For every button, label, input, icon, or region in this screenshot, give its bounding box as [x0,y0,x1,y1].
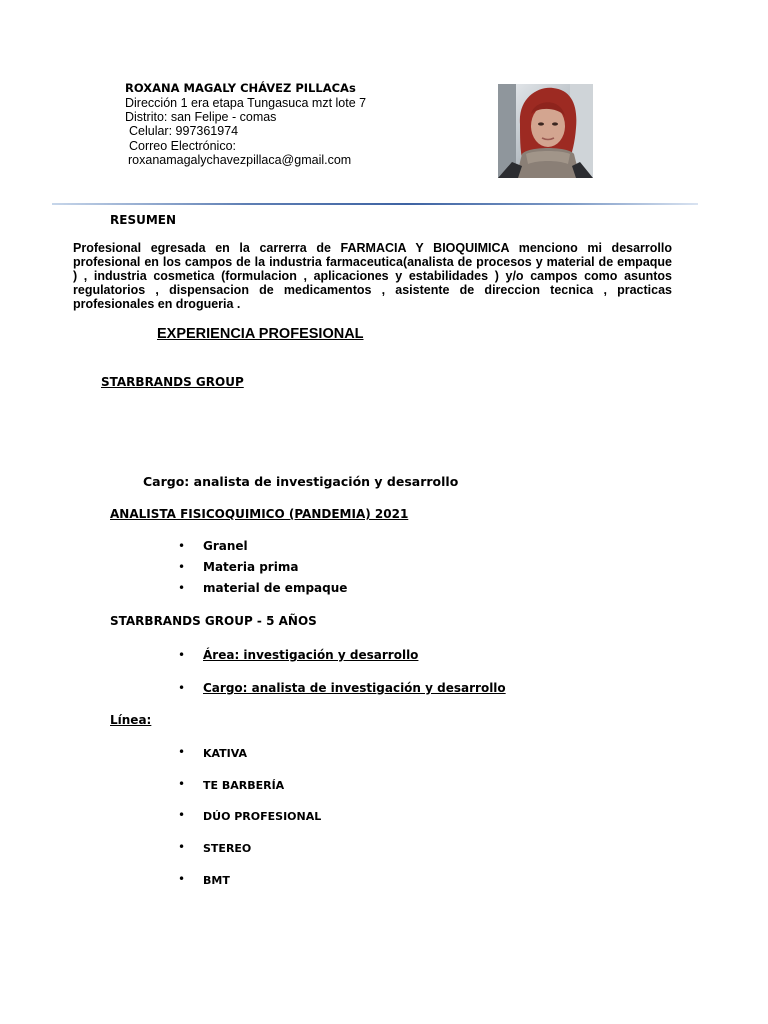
company-duration-heading: STARBRANDS GROUP - 5 AÑOS [110,614,317,628]
cargo-line-2: Cargo: analista de investigación y desarrollo [203,681,506,695]
bullet-marker: • [178,872,186,886]
experience-title: EXPERIENCIA PROFESIONAL [157,326,364,342]
summary-title: RESUMEN [110,213,177,227]
email-label: Correo Electrónico: [129,139,236,153]
bullet-marker: • [178,777,186,791]
list-item: BMT [203,874,230,887]
bullet-marker: • [178,648,186,662]
list-item: STEREO [203,842,252,855]
email-address: roxanamagalychavezpillaca@gmail.com [128,153,352,167]
bullet-marker: • [178,581,186,595]
address-line: Dirección 1 era etapa Tungasuca mzt lote 7 [125,96,367,110]
candidate-name: ROXANA MAGALY CHÁVEZ PILLACAs [125,81,356,95]
bullet-marker: • [178,681,186,695]
bullet-marker: • [178,808,186,822]
bullet-marker: • [178,840,186,854]
bullet-marker: • [178,539,186,553]
company-heading: STARBRANDS GROUP [101,375,244,389]
list-item: material de empaque [203,581,348,595]
bullet-marker: • [178,560,186,574]
list-item: Granel [203,539,248,553]
profile-photo-image [498,84,593,178]
header-divider [52,203,698,205]
list-item: TE BARBERÍA [203,779,285,792]
list-item: Materia prima [203,560,299,574]
linea-label: Línea: [110,713,152,727]
phone-line: Celular: 997361974 [129,124,239,138]
cargo-line: Cargo: analista de investigación y desarrollo [143,474,459,489]
profile-photo [498,84,593,178]
bullet-marker: • [178,745,186,759]
list-item: KATIVA [203,747,248,760]
role-heading: ANALISTA FISICOQUIMICO (PANDEMIA) 2021 [110,507,409,521]
area-line: Área: investigación y desarrollo [203,648,419,662]
summary-text: Profesional egresada en la carrerra de FARMACIA Y BIOQUIMICA menciono mi desarrollo profesional en los campos de la industria farmaceutica(analista de procesos y material de empaque ) , industria cosmetica (formulacion , aplicaciones y estabilidades ) y/o campos como asuntos regulatorios , dispensacion de medicamentos , asistente de direccion tecnica , practicas profesionales en drogueria . [73,241,672,311]
list-item: DÚO PROFESIONAL [203,810,322,823]
district-line: Distrito: san Felipe - comas [125,110,277,124]
